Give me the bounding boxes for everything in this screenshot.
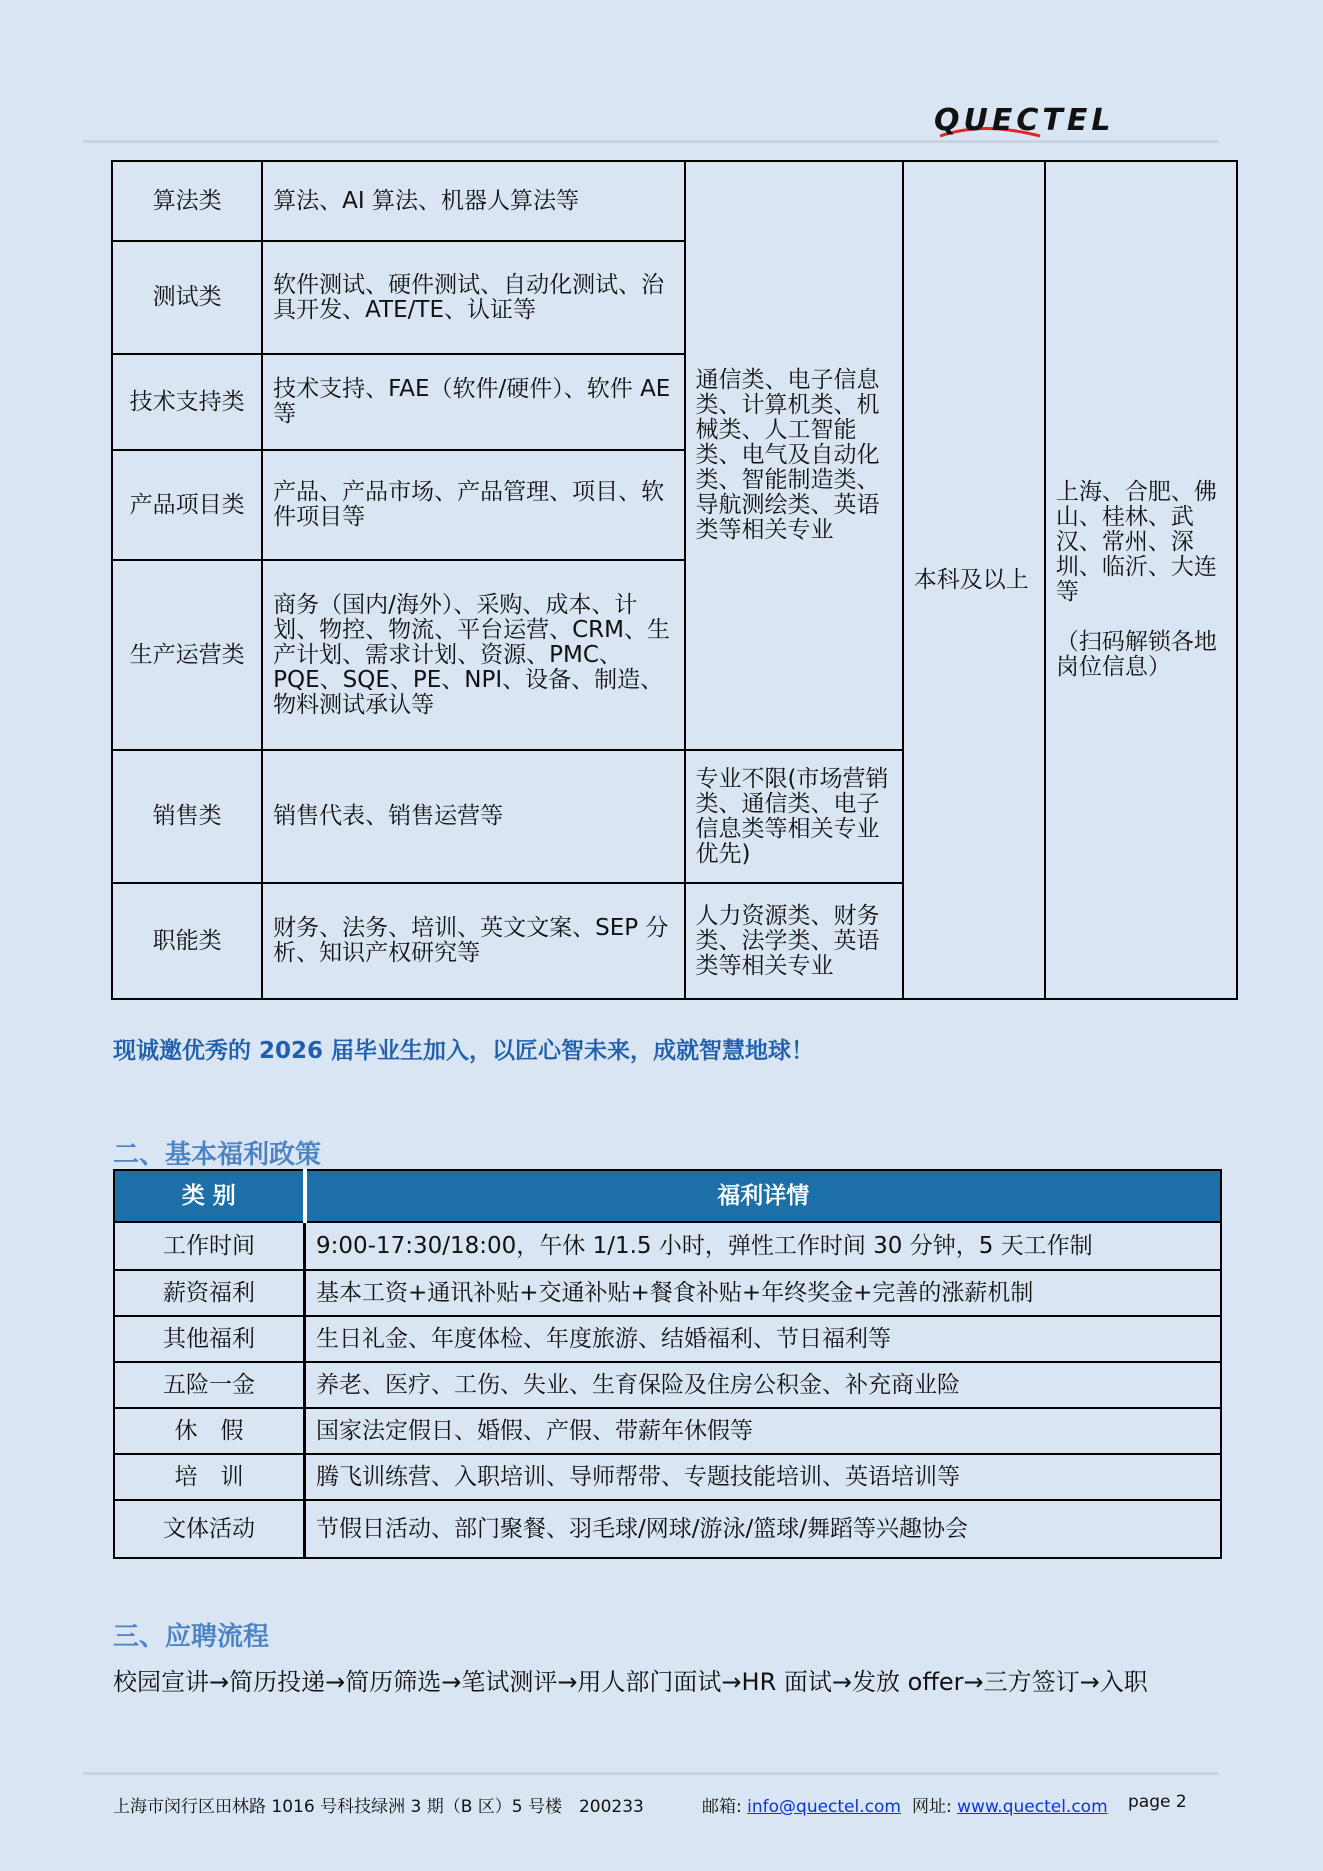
benefit-type: 培 训 bbox=[114, 1454, 305, 1500]
positions-cell: 销售代表、销售运营等 bbox=[262, 750, 684, 883]
header-details: 福利详情 bbox=[305, 1170, 1222, 1222]
table-row bbox=[112, 161, 1237, 241]
education-cell: 本科及以上 bbox=[903, 161, 1045, 999]
positions-cell: 软件测试、硬件测试、自动化测试、治具开发、ATE/TE、认证等 bbox=[262, 241, 684, 354]
benefit-type: 薪资福利 bbox=[114, 1270, 305, 1316]
process-title: 三、应聘流程 bbox=[113, 1622, 270, 1652]
benefits-title: 二、基本福利政策 bbox=[113, 1140, 322, 1170]
positions-cell: 算法、AI 算法、机器人算法等 bbox=[262, 161, 684, 241]
benefit-detail: 节假日活动、部门聚餐、羽毛球/网球/游泳/篮球/舞蹈等兴趣协会 bbox=[305, 1500, 1222, 1558]
category-cell: 产品项目类 bbox=[112, 450, 262, 560]
table-row bbox=[114, 1454, 1221, 1500]
locations-note: （扫码解锁各地岗位信息） bbox=[1055, 629, 1217, 680]
benefit-detail: 生日礼金、年度体检、年度旅游、结婚福利、节日福利等 bbox=[305, 1316, 1222, 1362]
benefit-detail: 9:00-17:30/18:00，午休 1/1.5 小时，弹性工作时间 30 分钟，5 天工作制 bbox=[305, 1222, 1222, 1270]
benefit-type: 其他福利 bbox=[114, 1316, 305, 1362]
benefits-table bbox=[113, 1169, 1222, 1559]
table-row bbox=[114, 1500, 1221, 1558]
benefit-type: 休 假 bbox=[114, 1408, 305, 1454]
category-cell: 测试类 bbox=[112, 241, 262, 354]
category-cell: 算法类 bbox=[112, 161, 262, 241]
category-cell: 销售类 bbox=[112, 750, 262, 883]
footer-address: 上海市闵行区田林路 1016 号科技绿洲 3 期（B 区）5 号楼 200233 bbox=[113, 1797, 644, 1817]
table-row bbox=[114, 1408, 1221, 1454]
majors-func-cell: 人力资源类、财务类、法学类、英语类等相关专业 bbox=[685, 883, 903, 999]
page-number: page 2 bbox=[1128, 1792, 1187, 1812]
benefit-detail: 国家法定假日、婚假、产假、带薪年休假等 bbox=[305, 1408, 1222, 1454]
quectel-logo bbox=[930, 100, 1180, 140]
majors-tech-cell: 通信类、电子信息类、计算机类、机械类、人工智能类、电气及自动化类、智能制造类、导航测绘类、英语类等相关专业 bbox=[685, 161, 903, 750]
email-label: 邮箱: bbox=[702, 1797, 742, 1817]
header-divider bbox=[83, 140, 1218, 143]
positions-table bbox=[111, 160, 1238, 1000]
benefit-type: 五险一金 bbox=[114, 1362, 305, 1408]
benefit-detail: 基本工资+通讯补贴+交通补贴+餐食补贴+年终奖金+完善的涨薪机制 bbox=[305, 1270, 1222, 1316]
table-row bbox=[114, 1362, 1221, 1408]
benefit-type: 工作时间 bbox=[114, 1222, 305, 1270]
footer-divider bbox=[83, 1772, 1218, 1775]
category-cell: 技术支持类 bbox=[112, 354, 262, 450]
benefit-type: 文体活动 bbox=[114, 1500, 305, 1558]
header-category: 类 别 bbox=[114, 1170, 305, 1222]
table-row bbox=[114, 1222, 1221, 1270]
category-cell: 职能类 bbox=[112, 883, 262, 999]
web-label: 网址: bbox=[912, 1797, 952, 1817]
category-cell: 生产运营类 bbox=[112, 560, 262, 750]
locations-text: 上海、合肥、佛山、桂林、武汉、常州、深圳、临沂、大连等 bbox=[1055, 479, 1217, 605]
positions-cell: 产品、产品市场、产品管理、项目、软件项目等 bbox=[262, 450, 684, 560]
table-header-row bbox=[114, 1170, 1221, 1222]
positions-cell: 商务（国内/海外）、采购、成本、计划、物控、物流、平台运营、CRM、生产计划、需求计划、资源、PMC、PQE、SQE、PE、NPI、设备、制造、物料测试承认等 bbox=[262, 560, 684, 750]
footer-web bbox=[912, 1792, 1108, 1817]
positions-cell: 技术支持、FAE（软件/硬件）、软件 AE 等 bbox=[262, 354, 684, 450]
table-row bbox=[114, 1270, 1221, 1316]
web-link[interactable]: www.quectel.com bbox=[957, 1797, 1108, 1817]
process-steps: 校园宣讲→简历投递→简历筛选→笔试测评→用人部门面试→HR 面试→发放 offer→三方签订→入职 bbox=[113, 1668, 1148, 1696]
benefit-detail: 养老、医疗、工伤、失业、生育保险及住房公积金、补充商业险 bbox=[305, 1362, 1222, 1408]
invitation-text: 现诚邀优秀的 2026 届毕业生加入，以匠心智未来，成就智慧地球！ bbox=[113, 1038, 815, 1064]
locations-cell bbox=[1045, 161, 1237, 999]
positions-cell: 财务、法务、培训、英文文案、SEP 分析、知识产权研究等 bbox=[262, 883, 684, 999]
logo-text: QUECTEL bbox=[934, 103, 1115, 138]
email-link[interactable]: info@quectel.com bbox=[747, 1797, 901, 1817]
footer-email bbox=[702, 1792, 901, 1817]
majors-sales-cell: 专业不限(市场营销类、通信类、电子信息类等相关专业优先) bbox=[685, 750, 903, 883]
table-row bbox=[114, 1316, 1221, 1362]
benefit-detail: 腾飞训练营、入职培训、导师帮带、专题技能培训、英语培训等 bbox=[305, 1454, 1222, 1500]
